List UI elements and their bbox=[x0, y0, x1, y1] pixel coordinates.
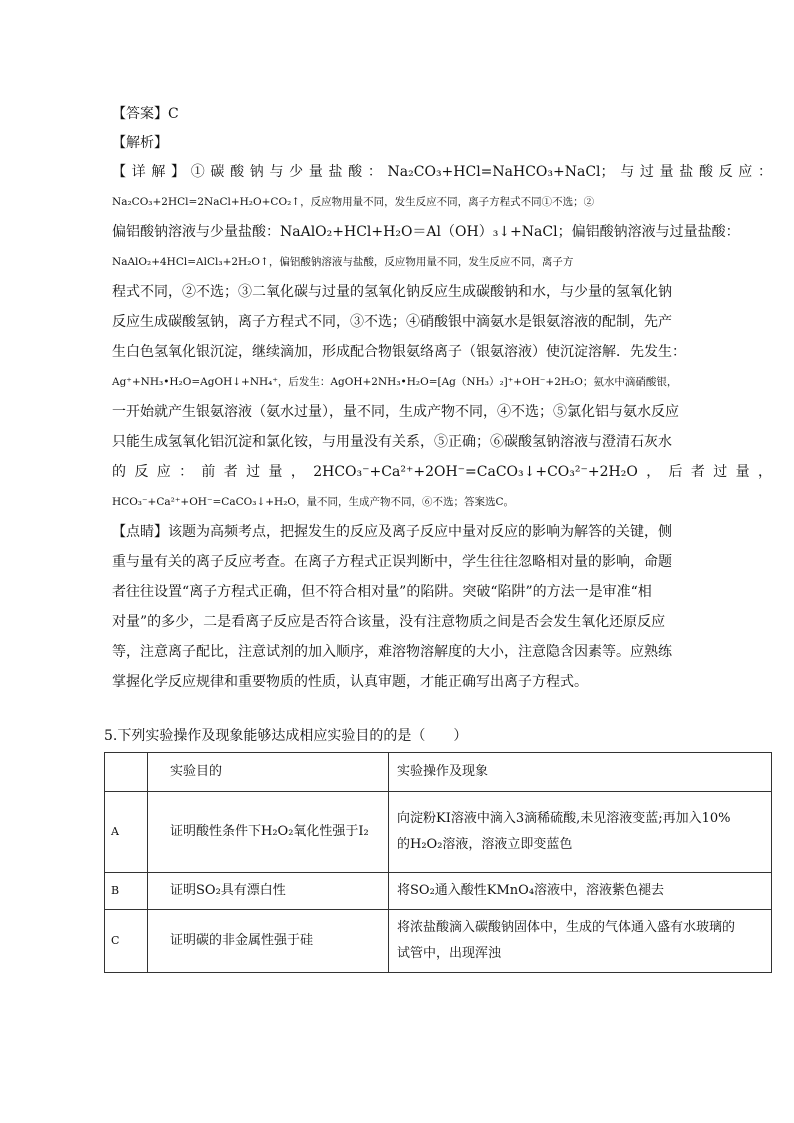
point-line: 掌握化学反应规律和重要物质的性质，认真审题，才能正确写出离子方程式。 bbox=[112, 674, 588, 690]
detail-line: 一开始就产生银氨溶液（氨水过量），量不同，生成产物不同，④不选；⑤氯化铝与氨水反应 bbox=[112, 404, 679, 420]
row-purpose: 证明碳的非金属性强于硅 bbox=[148, 910, 389, 973]
point-line: 【点睛】该题为高频考点，把握发生的反应及离子反应中量对反应的影响为解答的关键，侧 bbox=[112, 524, 672, 540]
operation-line: 试管中，出现浑浊 bbox=[397, 946, 502, 961]
answer-line: 【答案】C bbox=[112, 106, 179, 122]
operation-line: 的H₂O₂溶液，溶液立即变蓝色 bbox=[397, 837, 573, 852]
point-line: 对量”的多少，二是看离子反应是否符合该量，没有注意物质之间是否会发生氧化还原反应 bbox=[112, 614, 666, 630]
experiment-table bbox=[104, 752, 772, 973]
table-row bbox=[105, 873, 772, 910]
detail-line: HCO₃⁻+Ca²⁺+OH⁻=CaCO₃↓+H₂O，量不同，生成产物不同，⑥不选；答案选C。 bbox=[112, 496, 515, 508]
detail-line: 偏铝酸钠溶液与少量盐酸：NaAlO₂+HCl+H₂O＝Al（OH）₃↓+NaCl；偏铝酸钠溶液与过量盐酸： bbox=[112, 224, 740, 240]
detail-line: 的反应：前者过量，2HCO₃⁻+Ca²⁺+2OH⁻=CaCO₃↓+CO₃²⁻+2H₂O，后者过量， bbox=[112, 464, 772, 480]
row-purpose: 证明酸性条件下H₂O₂氧化性强于I₂ bbox=[148, 792, 389, 873]
row-label: B bbox=[105, 873, 148, 910]
row-label: C bbox=[105, 910, 148, 973]
table-header-cell: 实验操作及现象 bbox=[389, 753, 772, 792]
detail-line: NaAlO₂+4HCl=AlCl₃+2H₂O↑，偏铝酸钠溶液与盐酸，反应物用量不同，发生反应不同，离子方 bbox=[112, 256, 574, 268]
point-line: 者往往设置“离子方程式正确，但不符合相对量”的陷阱。突破“陷阱”的方法一是审准“相 bbox=[112, 584, 652, 600]
detail-line: 【详解】①碳酸钠与少量盐酸：Na₂CO₃+HCl=NaHCO₃+NaCl；与过量盐酸反应： bbox=[112, 164, 772, 180]
point-line: 重与量有关的离子反应考查。在离子方程式正误判断中，学生往往忽略相对量的影响，命题 bbox=[112, 554, 672, 570]
row-operation bbox=[389, 873, 772, 910]
table-header-row bbox=[105, 753, 772, 792]
table-header-cell bbox=[105, 753, 148, 792]
operation-line: 将SO₂通入酸性KMnO₄溶液中，溶液紫色褪去 bbox=[397, 883, 665, 898]
row-purpose: 证明SO₂具有漂白性 bbox=[148, 873, 389, 910]
row-label: A bbox=[105, 792, 148, 873]
detail-line: 程式不同，②不选；③二氧化碳与过量的氢氧化钠反应生成碳酸钠和水，与少量的氢氧化钠 bbox=[112, 284, 672, 300]
detail-line: Na₂CO₃+2HCl=2NaCl+H₂O+CO₂↑，反应物用量不同，发生反应不同，离子方程式不同①不选；② bbox=[112, 196, 595, 208]
table-row bbox=[105, 792, 772, 873]
table-row bbox=[105, 910, 772, 973]
detail-line: 生白色氢氧化银沉淀，继续滴加，形成配合物银氨络离子（银氨溶液）使沉淀溶解．先发生： bbox=[112, 344, 686, 360]
point-line: 等，注意离子配比，注意试剂的加入顺序，难溶物溶解度的大小，注意隐含因素等。应熟练 bbox=[112, 644, 672, 660]
operation-line: 向淀粉KI溶液中滴入3滴稀硫酸,未见溶液变蓝;再加入10% bbox=[397, 811, 731, 826]
table-header-cell: 实验目的 bbox=[148, 753, 389, 792]
detail-line: 反应生成碳酸氢钠，离子方程式不同，③不选；④硝酸银中滴氨水是银氨溶液的配制，先产 bbox=[112, 314, 672, 330]
row-operation bbox=[389, 792, 772, 873]
row-operation bbox=[389, 910, 772, 973]
detail-line: 只能生成氢氧化铝沉淀和氯化铵，与用量没有关系，⑤正确；⑥碳酸氢钠溶液与澄清石灰水 bbox=[112, 434, 672, 450]
analysis-heading: 【解析】 bbox=[112, 135, 168, 151]
operation-line: 将浓盐酸滴入碳酸钠固体中，生成的气体通入盛有水玻璃的 bbox=[397, 920, 736, 935]
detail-line: Ag⁺+NH₃•H₂O=AgOH↓+NH₄⁺，后发生：AgOH+2NH₃•H₂O=[Ag（NH₃）₂]⁺+OH⁻+2H₂O；氨水中滴硝酸银， bbox=[112, 376, 678, 388]
question-title: 5.下列实验操作及现象能够达成相应实验目的的是（ ） bbox=[104, 728, 468, 744]
